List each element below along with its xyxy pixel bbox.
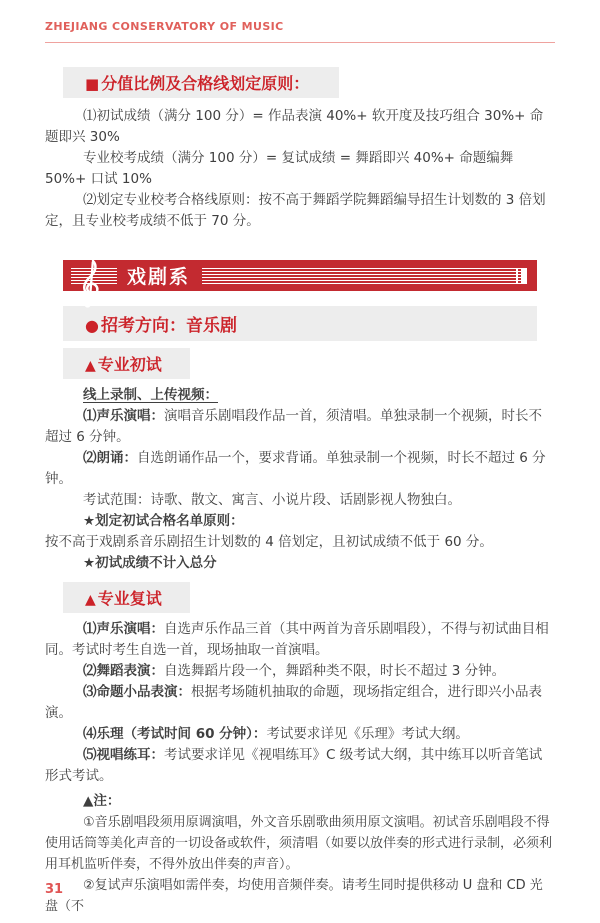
staff-lines-left — [71, 268, 117, 284]
page-number: 31 — [45, 882, 64, 897]
initial-exam-subheading: 线上录制、上传视频： — [83, 387, 218, 403]
retest-item-sketch: ⑶命题小品表演：根据考场随机抽取的命题，现场指定组合，进行即兴小品表演。 — [45, 684, 542, 721]
circle-bullet-icon: ● — [85, 316, 99, 335]
department-banner — [63, 260, 537, 291]
final-barline-icon — [521, 268, 527, 284]
initial-exam-passlist-principle-text: 按不高于戏剧系音乐剧招生计划数的 4 倍划定，且初试成绩不低于 60 分。 — [45, 534, 493, 550]
treble-clef-icon — [77, 257, 103, 311]
initial-exam-item-recitation: ⑵朗诵：自选朗诵作品一个，要求背诵。单独录制一个视频，时长不超过 6 分钟。 — [45, 450, 546, 487]
page-header-title: ZHEJIANG CONSERVATORY OF MUSIC — [45, 20, 555, 43]
note-item-1: ①音乐剧唱段须用原调演唱，外文音乐剧歌曲须用原文演唱。初试音乐剧唱段不得使用话筒等美化声音的一切设备或软件，须清唱（如要以放伴奏的形式进行录制，必须利用耳机监听伴奏，不得外放出伴奏的声音）。 — [45, 815, 553, 872]
admission-direction-label: 招考方向：音乐剧 — [100, 316, 237, 336]
barline-thin-icon — [516, 268, 518, 284]
paragraph-passline-principle: ⑵划定专业校考合格线原则：按不高于舞蹈学院舞蹈编导招生计划数的 3 倍划定，且专业校考成绩不低于 70 分。 — [45, 192, 546, 229]
triangle-bullet-icon: ▲ — [85, 358, 96, 374]
triangle-bullet-icon: ▲ — [83, 793, 94, 809]
retest-item-theory: ⑷乐理（考试时间 60 分钟）：考试要求详见《乐理》考试大纲。 — [83, 726, 469, 742]
initial-exam-heading-text: 专业初试 — [97, 355, 162, 374]
initial-exam-score-note: ★初试成绩不计入总分 — [83, 555, 217, 571]
retest-item-solfeggio: ⑸视唱练耳：考试要求详见《视唱练耳》C 级考试大纲，其中练耳以听音笔试形式考试。 — [45, 747, 543, 784]
note-item-2: ②复试声乐演唱如需伴奏，均使用音频伴奏。请考生同时提供移动 U 盘和 CD 光盘（不 — [45, 878, 543, 914]
initial-exam-passlist-principle-heading: ★划定初试合格名单原则： — [83, 513, 244, 529]
department-banner-title: 戏剧系 — [127, 266, 191, 288]
retest-heading-text: 专业复试 — [97, 589, 162, 608]
section-heading-retest — [63, 582, 190, 613]
triangle-bullet-icon: ▲ — [85, 592, 96, 608]
retest-item-dance: ⑵舞蹈表演：自选舞蹈片段一个，舞蹈种类不限，时长不超过 3 分钟。 — [83, 663, 506, 679]
initial-exam-item-vocal: ⑴声乐演唱：演唱音乐剧唱段作品一首，须清唱。单独录制一个视频，时长不超过 6 分钟。 — [45, 408, 542, 445]
admission-direction-bar — [63, 306, 537, 341]
staff-lines-right — [202, 268, 527, 284]
section-heading-initial-exam — [63, 348, 190, 379]
paragraph-school-exam-formula: 专业校考成绩（满分 100 分）= 复试成绩 = 舞蹈即兴 40%+ 命题编舞 50%+ 口试 10% — [45, 150, 514, 187]
paragraph-initial-score-formula: ⑴初试成绩（满分 100 分）= 作品表演 40%+ 软开度及技巧组合 30%+ 命题即兴 30% — [45, 108, 544, 145]
square-bullet-icon: ■ — [85, 75, 100, 93]
retest-item-vocal: ⑴声乐演唱：自选声乐作品三首（其中两首为音乐剧唱段），不得与初试曲目相同。考试时考生自选一首，现场抽取一首演唱。 — [45, 621, 549, 658]
section-heading-text: 分值比例及合格线划定原则： — [101, 74, 310, 93]
notes-heading: ▲注： — [83, 793, 121, 809]
section-heading-score-ratio — [63, 67, 339, 98]
initial-exam-scope: 考试范围：诗歌、散文、寓言、小说片段、话剧影视人物独白。 — [83, 492, 461, 508]
